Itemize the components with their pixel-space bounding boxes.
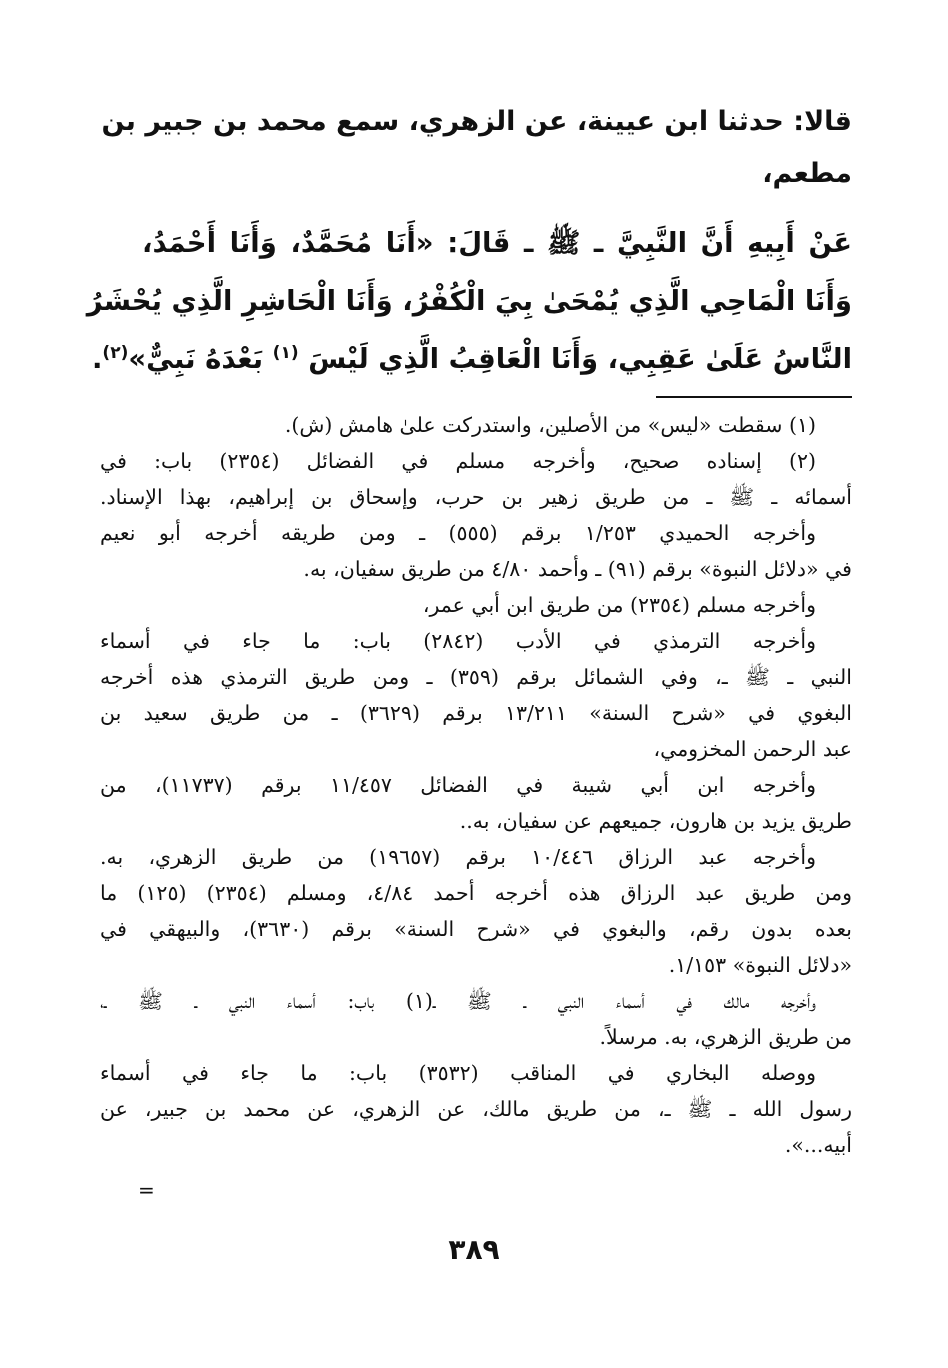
footnote-ref-2: (٢) — [102, 342, 129, 363]
footnote-2-line: (٢) إسناده صحيح، وأخرجه مسلم في الفضائل (٢٣٥٤) باب: في — [100, 449, 817, 473]
footnote-2-line: «دلائل النبوة» ١/١٥٣. — [668, 953, 852, 977]
page-number: ٣٨٩ — [448, 1233, 500, 1266]
footnote-2-line: وأخرجه الترمذي في الأدب (٢٨٤٢) باب: ما جاء في أسماء — [100, 629, 816, 653]
footnote-2-line: وأخرجه ابن أبي شيبة في الفضائل ١١/٤٥٧ برقم (١١٧٣٧)، من — [100, 773, 817, 797]
hadith-fragment: بَعْدَهُ نَبِيٌّ» — [128, 343, 264, 375]
footnotes — [100, 407, 852, 1163]
footnote-ref-1: (١) — [272, 342, 299, 363]
footnote-2-line: ووصله البخاري في المناقب (٣٥٣٢) باب: ما جاء في أسماء — [100, 1061, 816, 1085]
footnote-2-line: عبد الرحمن المخزومي، — [653, 737, 852, 761]
footnote-2-line: وأخرجه مالك في أسماء النبي ـ ﷺ ـ(١) باب: أسماء النبي ـ ﷺ ـ، — [100, 989, 816, 1013]
hadith-line: وَأَنَا الْمَاحِي الَّذِي يُمْحَىٰ بِيَ الْكُفْرُ، وَأَنَا الْحَاشِرِ الَّذِي يُحْشَرُ — [86, 285, 852, 317]
hadith-period: . — [91, 343, 103, 375]
footnote-2-line: ومن طريق عبد الرزاق هذه أخرجه أحمد ٤/٨٤، ومسلم (٢٣٥٤) (١٢٥) ما — [100, 881, 852, 905]
continuation-mark: = — [138, 1178, 155, 1202]
hadith-line — [91, 330, 852, 388]
hadith-line: عَنْ أَبِيهِ أَنَّ النَّبِيَّ ـ ﷺ ـ قَالَ: «أَنَا مُحَمَّدٌ، وَأَنَا أَحْمَدُ، — [142, 227, 852, 259]
footnote-1: (١) سقطت «ليس» من الأصلين، واستدركت علىٰ هامش (ش). — [284, 413, 816, 437]
hadith-text — [86, 214, 852, 388]
isnad-intro — [101, 96, 852, 200]
footnote-2-line: في «دلائل النبوة» برقم (٩١) ـ وأحمد ٤/٨٠ من طريق سفيان، به. — [303, 557, 852, 581]
intro-line: قالا: حدثنا ابن عيينة، عن الزهري، سمع محمد بن جبير بن — [101, 106, 852, 137]
intro-line: مطعم، — [762, 158, 852, 189]
footnote-2-line: وأخرجه الحميدي ١/٢٥٣ برقم (٥٥٥) ـ ومن طريقه أخرجه أبو نعيم — [100, 521, 816, 545]
footnote-2-line: وأخرجه عبد الرزاق ١٠/٤٤٦ برقم (١٩٦٥٧) من طريق الزهري، به. — [100, 845, 816, 869]
footnote-2-line: النبي ـ ﷺ ـ، وفي الشمائل برقم (٣٥٩) ـ ومن طريق الترمذي هذه أخرجه — [100, 665, 852, 689]
footnote-2-line: رسول الله ـ ﷺ ـ، من طريق مالك، عن الزهري، عن محمد بن جبير، عن — [100, 1097, 852, 1121]
footnote-2-line: بعده بدون رقم، والبغوي في «شرح السنة» برقم (٣٦٣٠)، والبيهقي في — [100, 917, 852, 941]
footnote-2-line: البغوي في «شرح السنة» ١٣/٢١١ برقم (٣٦٢٩) ـ من طريق سعيد بن — [100, 701, 852, 725]
footnote-2-line: من طريق الزهري، به. مرسلاً. — [599, 1025, 852, 1049]
footnote-2-line: طريق يزيد بن هارون، جميعهم عن سفيان، به.. — [459, 809, 852, 833]
footnote-2-line: أبيه...». — [784, 1133, 852, 1157]
hadith-fragment: النَّاسُ عَلَىٰ عَقِبِي، وَأَنَا الْعَاقِبُ الَّذِي لَيْسَ — [308, 343, 852, 375]
footnote-2-line: أسمائه ـ ﷺ ـ من طريق زهير بن حرب، وإسحاق بن إبراهيم، بهذا الإسناد. — [100, 485, 852, 509]
main-text — [86, 96, 852, 388]
footnote-2-line: وأخرجه مسلم (٢٣٥٤) من طريق ابن أبي عمر، — [422, 593, 816, 617]
footnote-separator — [656, 396, 852, 398]
